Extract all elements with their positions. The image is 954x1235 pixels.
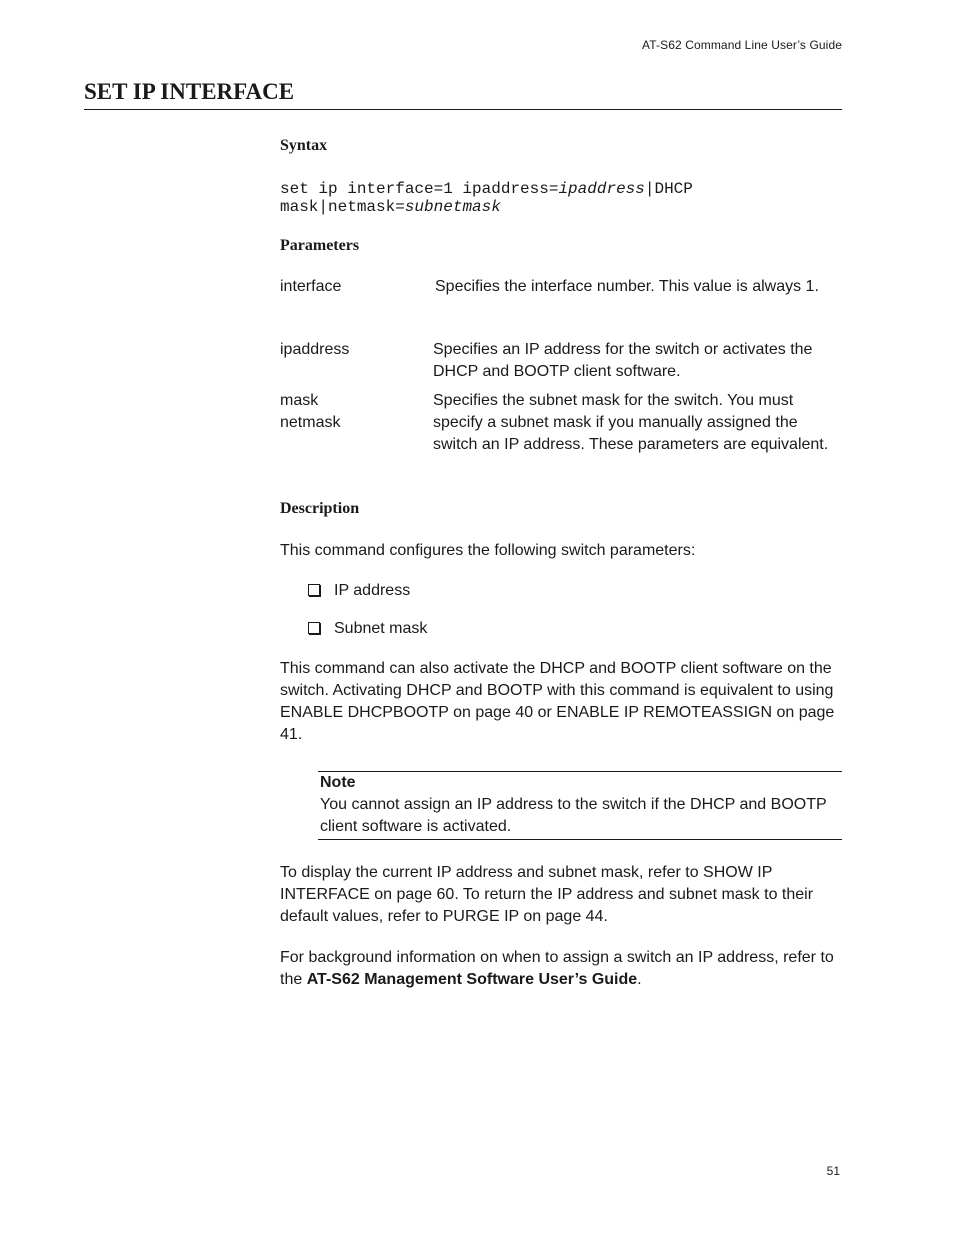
syntax-param-subnetmask: subnetmask bbox=[404, 198, 501, 216]
param-desc-ipaddress: Specifies an IP address for the switch or activates the DHCP and BOOTP client software. bbox=[433, 341, 813, 380]
param-name-interface: interface bbox=[280, 278, 342, 295]
paragraph-3-text: For background information on when to assign a switch an IP address, refer to the bbox=[280, 949, 834, 988]
bullet-item bbox=[308, 618, 427, 640]
param-desc-mask: Specifies the subnet mask for the switch. You must specify a subnet mask if you manually assigned the switch an IP address. These parameters are equivalent. bbox=[433, 392, 829, 453]
param-name-mask: mask bbox=[280, 392, 319, 409]
bullet-item bbox=[308, 580, 410, 602]
paragraph-3-end: . bbox=[637, 971, 642, 988]
description-paragraph-1: This command can also activate the DHCP and BOOTP client software on the switch. Activating DHCP and BOOTP with this command is equivalent to using ENABLE DHCPBOOTP on page 40 or ENABLE IP REMOTEASSIGN on page 41. bbox=[280, 660, 835, 743]
guide-reference: AT-S62 Management Software User’s Guide bbox=[306, 971, 638, 988]
syntax-line-2 bbox=[280, 198, 501, 216]
bullet-text: IP address bbox=[334, 582, 411, 599]
bullet-text: Subnet mask bbox=[334, 620, 428, 637]
checkbox-bullet-icon bbox=[308, 622, 320, 634]
checkbox-bullet-icon bbox=[308, 584, 320, 596]
note-text: You cannot assign an IP address to the switch if the DHCP and BOOTP client software is activated. bbox=[320, 796, 827, 835]
section-divider bbox=[84, 109, 842, 110]
page-number: 51 bbox=[826, 1164, 840, 1178]
syntax-heading: Syntax bbox=[280, 137, 328, 154]
syntax-fixed-2: |DHCP bbox=[644, 180, 693, 198]
note-top-rule bbox=[318, 771, 842, 772]
syntax-param-ipaddress: ipaddress bbox=[558, 180, 645, 198]
description-paragraph-3 bbox=[280, 947, 840, 991]
param-name-ipaddress: ipaddress bbox=[280, 341, 350, 358]
syntax-fixed-1: set ip interface=1 ipaddress= bbox=[280, 180, 559, 198]
description-heading: Description bbox=[280, 500, 360, 517]
note-label: Note bbox=[320, 774, 356, 791]
description-paragraph-2: To display the current IP address and subnet mask, refer to SHOW IP INTERFACE on page 60. To return the IP address and subnet mask to their default values, refer to PURGE IP on page 44. bbox=[280, 864, 814, 925]
parameters-heading: Parameters bbox=[280, 237, 360, 254]
syntax-fixed-3: mask|netmask= bbox=[280, 198, 405, 216]
section-title: SET IP INTERFACE bbox=[84, 79, 295, 104]
note-bottom-rule bbox=[318, 839, 842, 840]
syntax-line-1 bbox=[280, 180, 693, 198]
param-name-netmask: netmask bbox=[280, 414, 341, 431]
description-intro: This command configures the following switch parameters: bbox=[280, 542, 696, 559]
param-desc-interface: Specifies the interface number. This value is always 1. bbox=[435, 278, 819, 295]
running-header: AT-S62 Command Line User’s Guide bbox=[642, 38, 842, 52]
